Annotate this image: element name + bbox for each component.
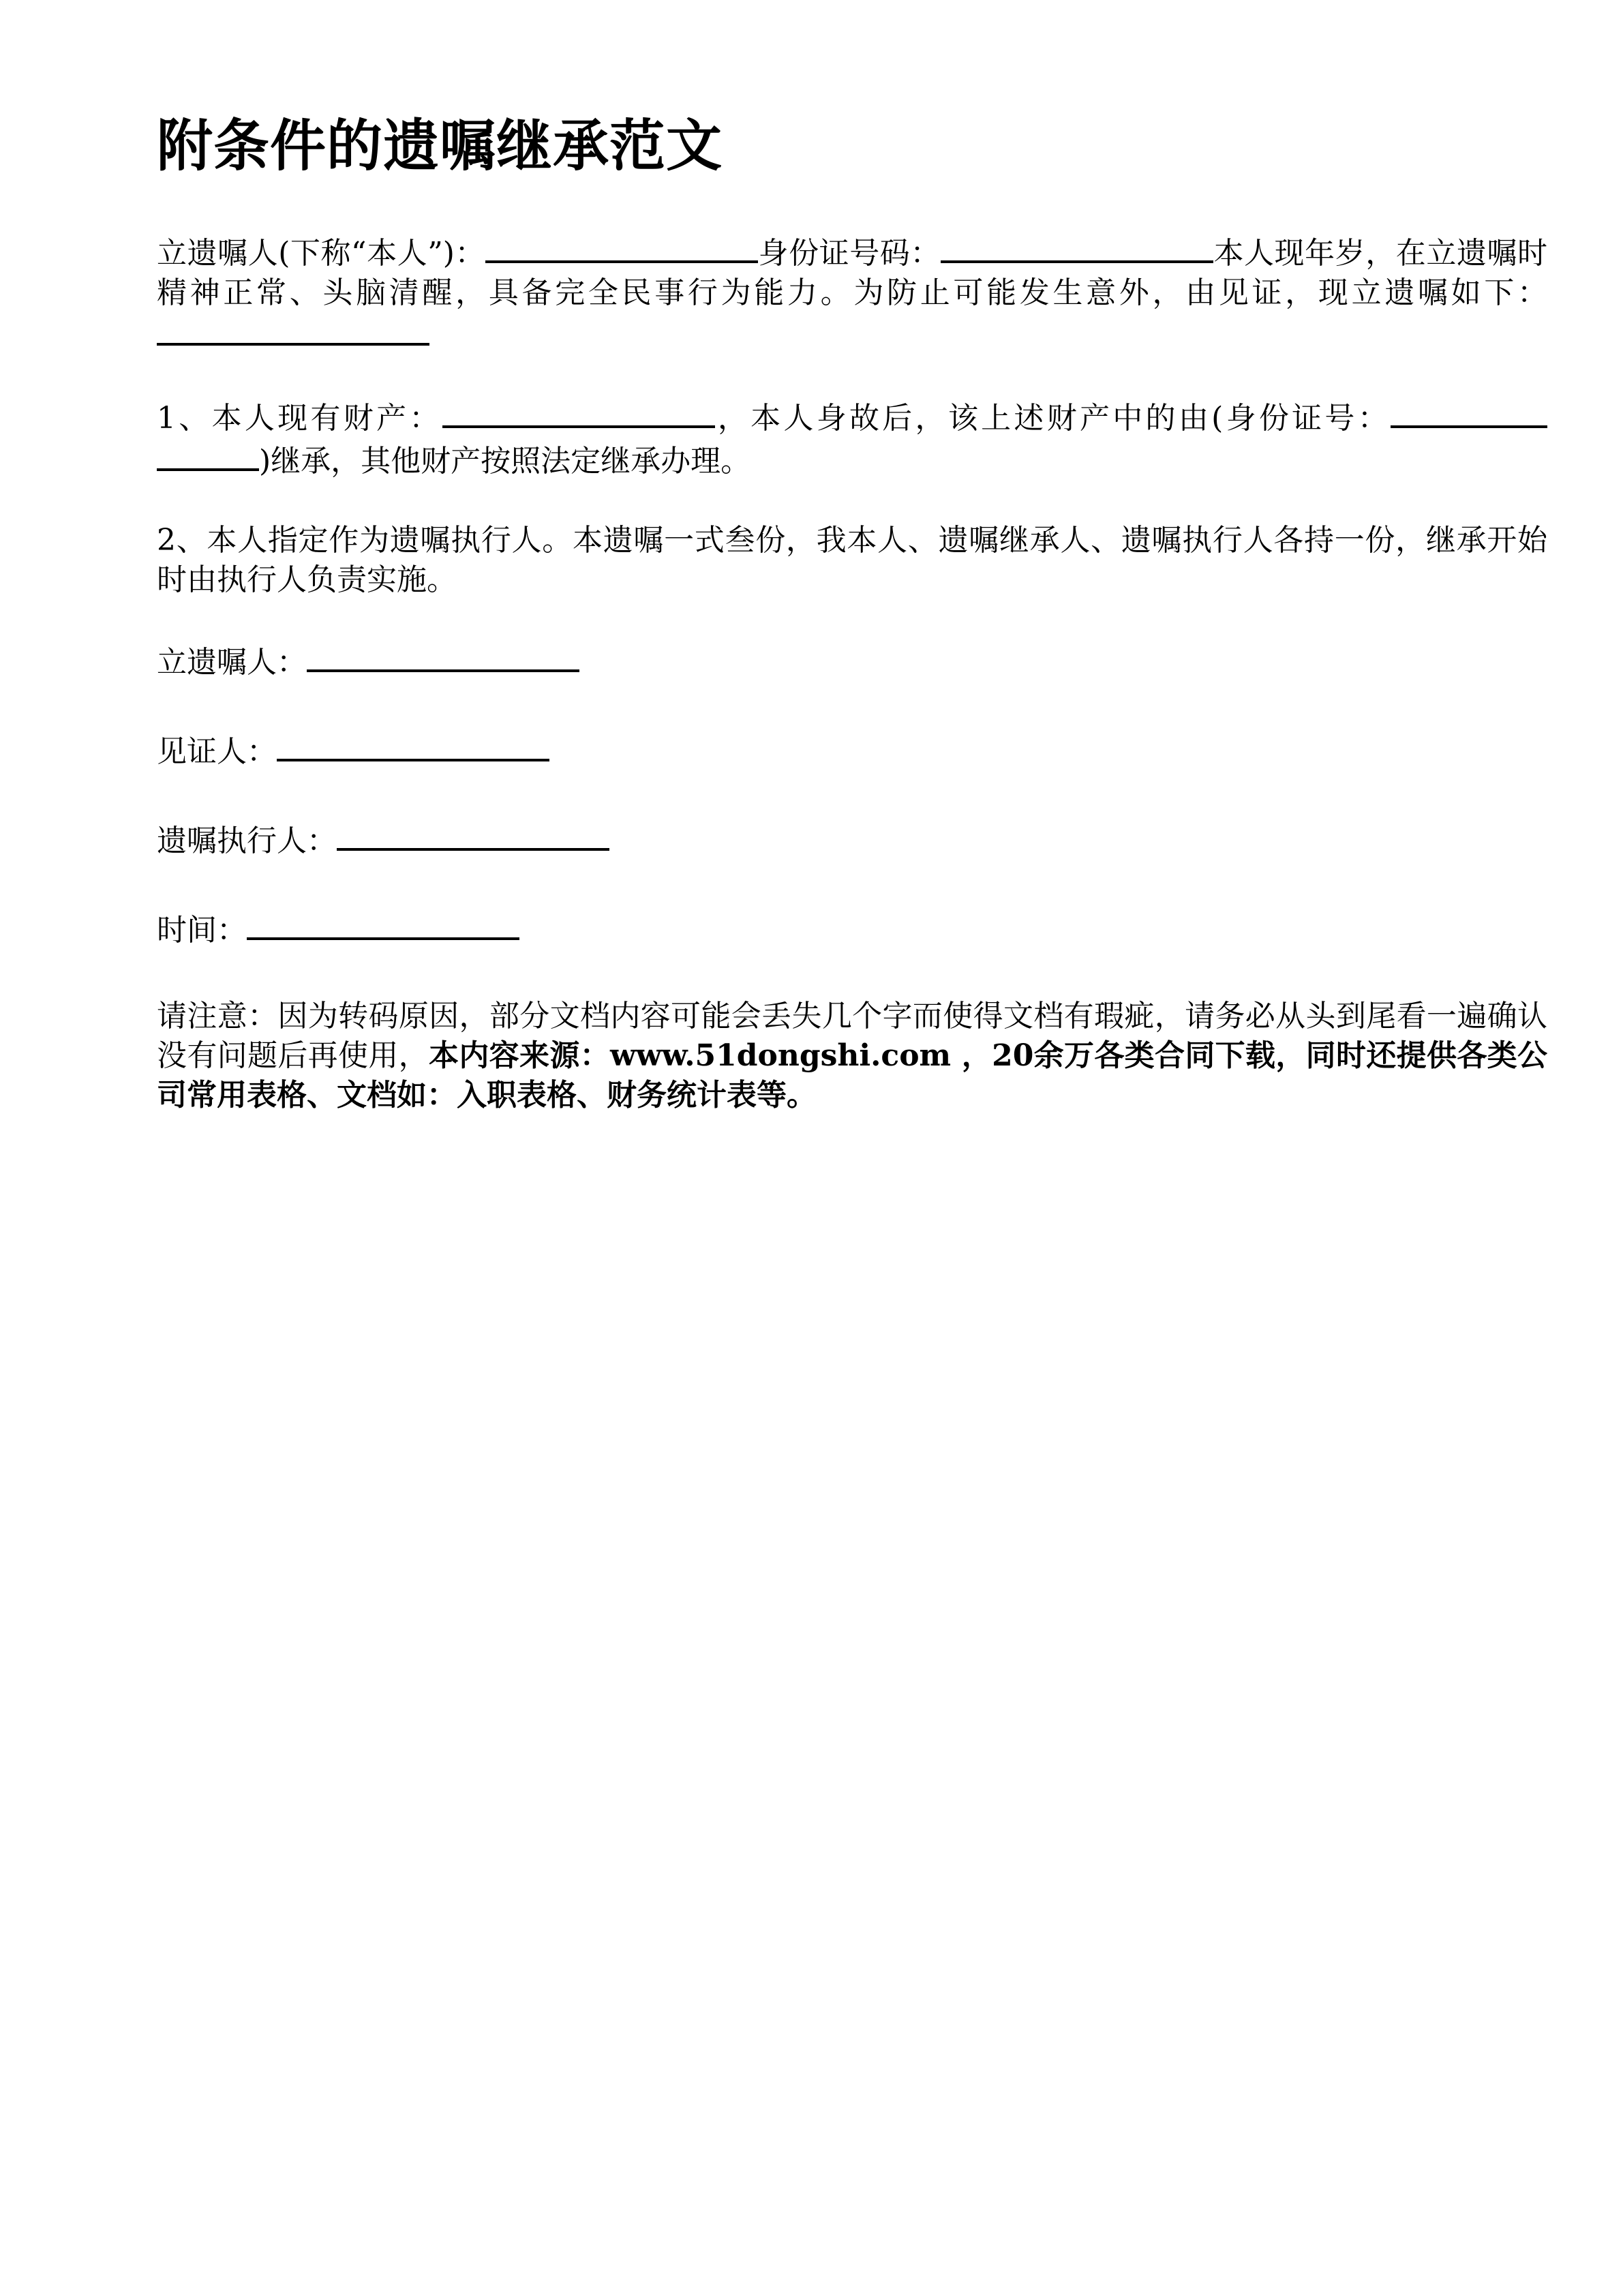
notice-text: 请注意：因为转码原因，部分文档内容可能会丢失几个字而使得文档有瑕疵，请务必从头到尾看一遍确认没有问题后再使用， [157,999,1547,1073]
clause-1-closing: )继承，其他财产按照法定继承办理。 [259,444,751,479]
testator-label: 立遗嘱人(下称“本人”)： [157,236,485,271]
will-content-blank [157,313,429,346]
witness-signature-line [157,729,1547,772]
signature-block [157,639,1547,950]
clause-1-heir-text: ，本人身故后，该上述财产中的由(身份证号： [714,401,1391,436]
testator-signature-blank [307,639,579,672]
intro-statement: 本人现年岁，在立遗嘱时精神正常、头脑清醒，具备完全民事行为能力。为防止可能发生意外，由见证，现立遗嘱如下： [157,236,1548,310]
executor-signature-line [157,818,1547,861]
clause-1 [157,395,1547,481]
witness-signature-label: 见证人： [157,734,277,769]
heir-id-blank-part2 [157,438,259,471]
witness-signature-blank [277,729,549,761]
clause-1-property-label: 1、本人现有财产： [157,401,442,436]
testator-signature-label: 立遗嘱人： [157,645,307,680]
heir-id-blank-part1 [1391,395,1547,428]
time-label: 时间： [157,913,247,948]
executor-signature-label: 遗嘱执行人： [157,824,337,858]
time-line [157,907,1547,950]
document-page [157,109,1547,1155]
time-blank [247,907,519,940]
testator-signature-line [157,639,1547,682]
executor-signature-blank [337,818,609,851]
testator-name-blank [485,230,758,263]
id-number-blank [941,230,1213,263]
id-number-label: 身份证号码： [758,236,941,271]
document-title: 附条件的遗嘱继承范文 [157,114,723,179]
testator-intro-paragraph [157,230,1547,356]
clause-2: 2、本人指定作为遗嘱执行人。本遗嘱一式叁份，我本人、遗嘱继承人、遗嘱执行人各持一份，继承开始时由执行人负责实施。 [157,523,1547,597]
notice-source-text: 本内容来源：www.51dongshi.com ，20余万各类合同下载，同时还提供各类公司常用表格、文档如：入职表格、财务统计表等。 [157,1038,1547,1113]
notice-paragraph [157,997,1547,1115]
property-blank [442,395,715,428]
